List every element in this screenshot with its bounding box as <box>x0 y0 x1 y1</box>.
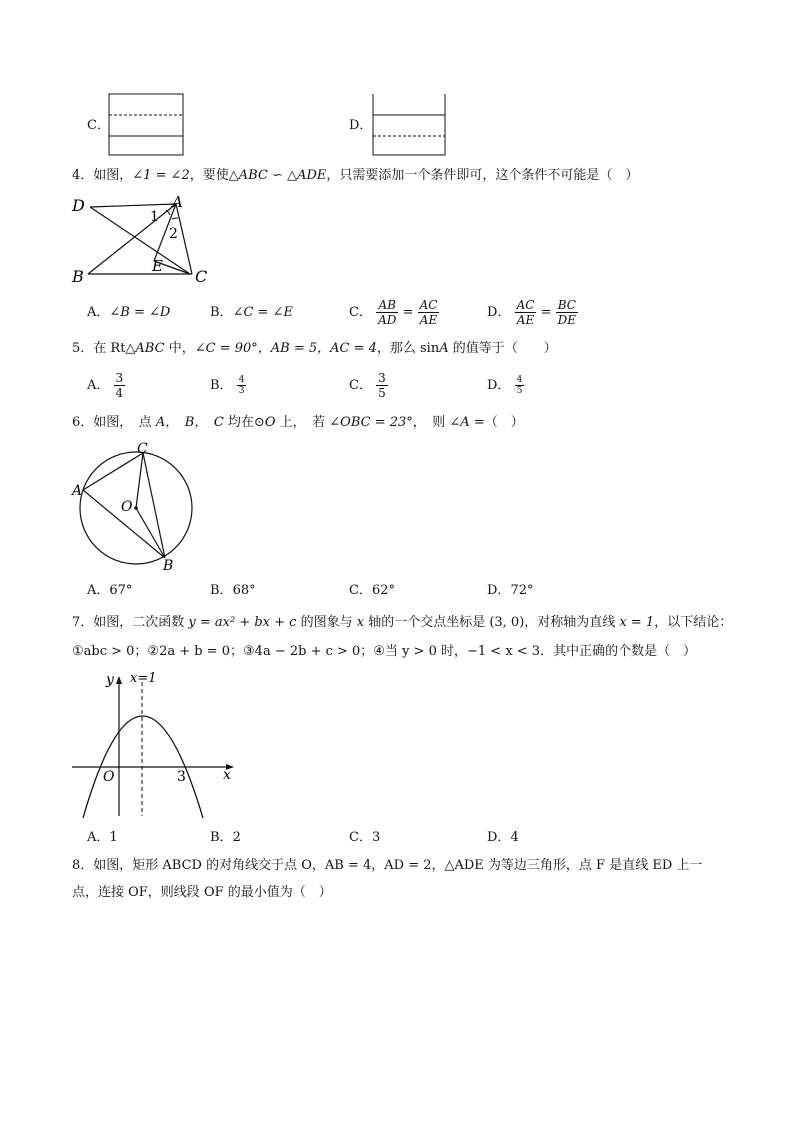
q6-stem-circle: O <box>264 415 276 430</box>
denominator: 3 <box>238 386 245 396</box>
option-label: B． <box>210 583 233 598</box>
q5-stem-part: 5．在 Rt△ <box>72 341 136 356</box>
q8-stem-line2: 点，连接 OF，则线段 OF 的最小值为（ ） <box>72 885 332 900</box>
q7-label-axis: x=1 <box>130 671 157 686</box>
option-label: D． <box>487 830 511 845</box>
q5-option-b <box>210 368 246 404</box>
option-label: C． <box>349 830 372 845</box>
numerator: AB <box>376 298 398 313</box>
option-label: B． <box>210 830 233 845</box>
q4-label-a: A <box>172 193 183 211</box>
q7-stem-axis: x = 1 <box>619 615 655 630</box>
q7-label-o: O <box>103 769 115 785</box>
q7-stem-function: y = ax² + bx + c <box>188 615 297 630</box>
q6-option-a <box>87 582 132 600</box>
option-label: A． <box>87 378 110 393</box>
fraction <box>515 375 525 396</box>
option-label: D． <box>487 583 511 598</box>
denominator: AE <box>419 313 438 327</box>
q6-stem-part: 6．如图， 点 <box>72 415 156 430</box>
q7-stem-part: 的图象与 <box>296 615 357 630</box>
q7-stem-line2: ①abc > 0；②2a + b = 0；③4a − 2b + c > 0；④当 y > 0 时，−1 < x < 3．其中正确的个数是（ ） <box>72 644 697 659</box>
q3-option-d-label: D． <box>349 118 373 133</box>
q5-stem-part: 中， <box>164 341 195 356</box>
q4-option-a <box>87 304 170 322</box>
q7-figure <box>70 668 240 824</box>
option-label: C． <box>349 305 372 320</box>
q3-option-d-figure <box>372 93 448 157</box>
q4-stem <box>72 167 638 185</box>
fraction <box>515 298 537 327</box>
q3-option-c-label: C． <box>87 118 110 133</box>
q4-label-d: D <box>72 196 85 215</box>
numerator: 4 <box>516 375 523 385</box>
q4-stem-angle: ∠1 = ∠2 <box>132 168 190 183</box>
option-value: 67° <box>109 583 133 598</box>
q5-stem-angle: A <box>439 341 449 356</box>
denominator: 4 <box>115 386 124 400</box>
option-label: A． <box>87 305 110 320</box>
q5-stem <box>72 340 557 358</box>
q7-stem-line1 <box>72 614 732 632</box>
q6-option-d <box>487 582 533 600</box>
q7-stem-part: 轴的一个交点坐标是 <box>364 615 490 630</box>
q5-stem-triangle: ABC <box>135 341 165 356</box>
option-value: 72° <box>510 583 534 598</box>
numerator: AC <box>419 298 438 312</box>
q6-label-b: B <box>163 558 174 572</box>
q5-option-c <box>349 368 388 404</box>
option-value: 2 <box>232 830 241 845</box>
option-label: C． <box>349 378 372 393</box>
q6-option-b <box>210 582 256 600</box>
numerator: AC <box>516 298 535 312</box>
q6-label-o: O <box>121 499 133 515</box>
q7-option-b <box>210 829 241 847</box>
q6-stem <box>72 414 524 432</box>
option-label: B． <box>210 378 233 393</box>
q5-stem-part: ，那么 sin <box>376 341 440 356</box>
numerator: 3 <box>115 371 124 385</box>
q4-stem-part: 4．如图， <box>72 168 133 183</box>
fraction <box>237 375 247 396</box>
fraction <box>376 371 388 400</box>
denominator: 5 <box>378 386 386 400</box>
q5-stem-conditions: ∠C = 90°，AB = 5，AC = 4 <box>194 341 377 356</box>
q8-stem-line1: 8．如图，矩形 ABCD 的对角线交于点 O，AB = 4，AD = 2，△ADE 为等边三角形，点 F 是直线 ED 上一 <box>72 858 703 873</box>
q7-stem-x: x <box>356 615 365 630</box>
q7-stem-part: ，对称轴为直线 <box>524 615 620 630</box>
q4-label-2: 2 <box>169 226 178 242</box>
q4-option-b <box>210 304 293 322</box>
q6-stem-target: ∠A = <box>449 415 485 430</box>
option-value: 1 <box>109 830 118 845</box>
fraction <box>418 298 440 327</box>
q5-option-a <box>87 368 125 404</box>
q6-stem-part: （ ） <box>484 415 524 430</box>
q4-label-c: C <box>195 267 208 285</box>
fraction <box>376 298 398 327</box>
q6-figure <box>70 438 200 572</box>
q6-stem-points: A， B， C <box>155 415 224 430</box>
q7-option-c <box>349 829 380 847</box>
option-label: D． <box>487 378 511 393</box>
q7-stem-part: 7．如图，二次函数 <box>72 615 189 630</box>
numerator: BC <box>556 298 578 313</box>
q6-label-c: C <box>137 441 148 457</box>
denominator: 5 <box>516 386 523 396</box>
q4-stem-part: ，只需要添加一个条件即可，这个条件不可能是（ ） <box>326 168 639 183</box>
q4-label-1: 1 <box>150 209 159 225</box>
q4-figure <box>68 193 218 285</box>
q4-option-c <box>349 295 439 331</box>
equals: = <box>540 305 552 320</box>
q6-label-a: A <box>72 483 83 499</box>
q7-label-x: x <box>223 767 231 783</box>
option-value: 3 <box>371 830 381 845</box>
q6-stem-angle: ∠OBC = 23° <box>329 415 413 430</box>
numerator: 3 <box>378 371 386 385</box>
option-label: A． <box>87 583 110 598</box>
q7-option-a <box>87 829 118 847</box>
q7-stem-point: (3, 0) <box>489 615 525 630</box>
option-value: 4 <box>510 830 519 845</box>
option-value: 68° <box>232 583 256 598</box>
q7-label-y: y <box>106 672 114 688</box>
option-label: A． <box>87 830 110 845</box>
equals: = <box>402 305 414 320</box>
q6-stem-part: 均在⊙ <box>223 415 265 430</box>
option-expr: ∠B = ∠D <box>109 305 171 320</box>
denominator: AD <box>378 313 397 327</box>
q4-option-d <box>487 295 578 331</box>
q6-option-c <box>349 582 395 600</box>
q6-stem-part: ， 则 <box>412 415 450 430</box>
fraction <box>556 298 578 327</box>
fraction <box>114 371 126 400</box>
q5-option-d <box>487 368 524 404</box>
option-value: 62° <box>371 583 395 598</box>
option-expr: ∠C = ∠E <box>232 305 293 320</box>
option-label: C． <box>349 583 372 598</box>
denominator: DE <box>557 313 577 327</box>
q5-stem-part: 的值等于（ ） <box>448 341 557 356</box>
q7-label-3: 3 <box>177 769 186 785</box>
q6-stem-part: 上， 若 <box>275 415 330 430</box>
option-label: D． <box>487 305 511 320</box>
numerator: 4 <box>238 375 245 385</box>
q7-option-d <box>487 829 519 847</box>
q3-option-c-figure <box>108 93 186 157</box>
denominator: AE <box>516 313 535 327</box>
q4-label-e: E <box>152 257 163 275</box>
q4-label-b: B <box>72 267 84 285</box>
q4-stem-similarity: △ABC ∽ △ADE <box>228 168 327 183</box>
option-label: B． <box>210 305 233 320</box>
q4-stem-part: ，要使 <box>189 168 229 183</box>
q7-stem-part: ，以下结论： <box>654 615 733 630</box>
